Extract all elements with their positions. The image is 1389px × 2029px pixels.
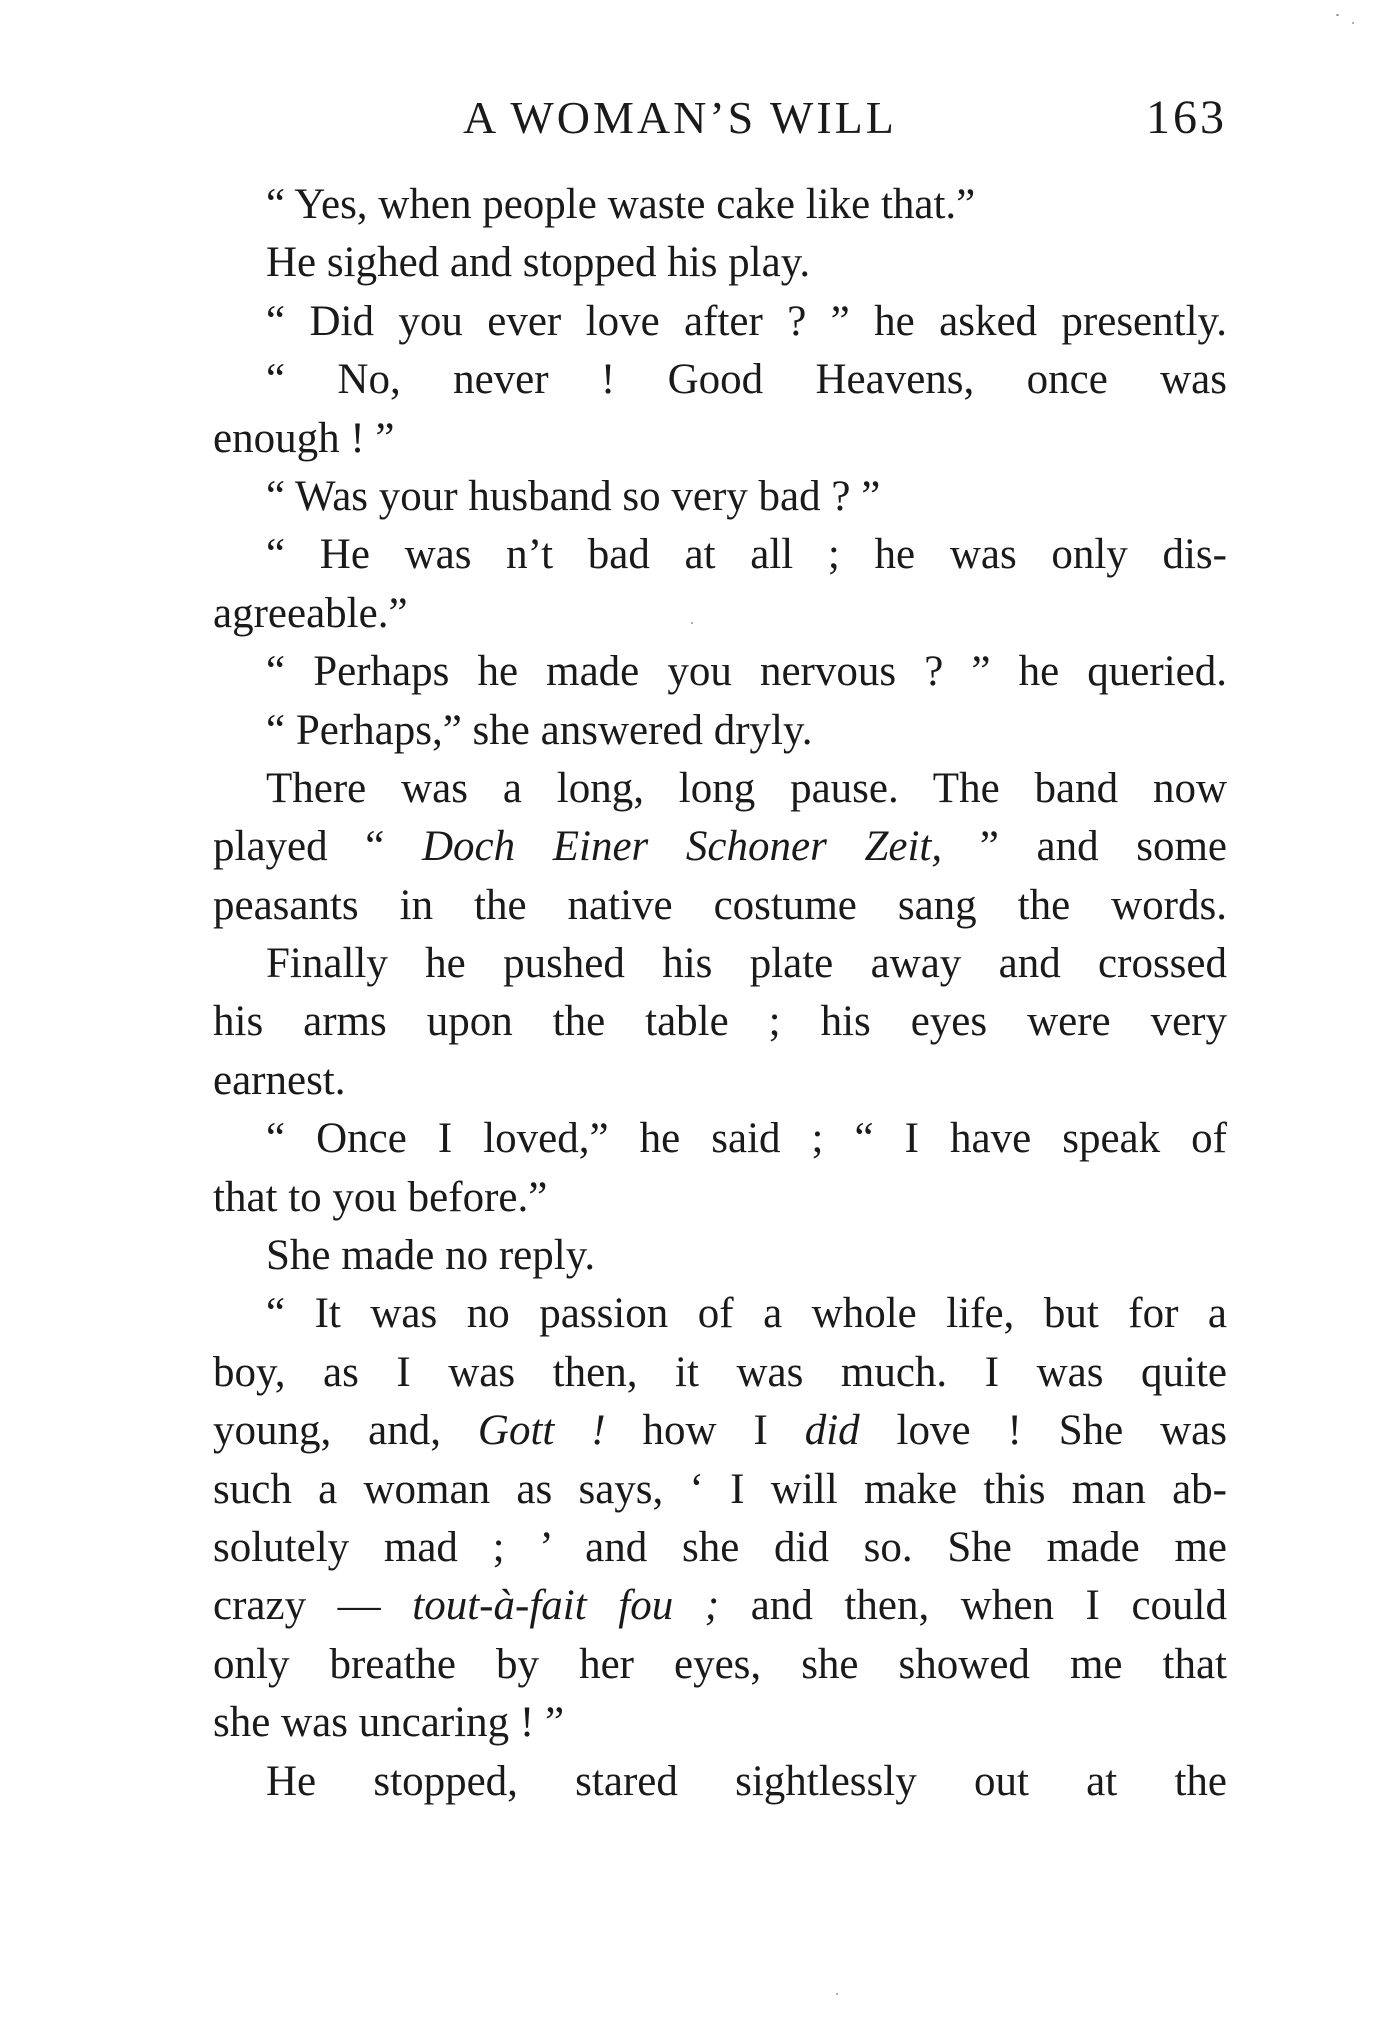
text-line <box>213 468 1227 526</box>
scan-speck <box>836 1993 838 1995</box>
text-line <box>213 234 1227 292</box>
text-segment: she was uncaring ! ” <box>213 1699 565 1747</box>
text-line <box>213 1052 1227 1110</box>
text-segment: such a woman as says, ‘ I will make this man ab- <box>213 1465 1227 1513</box>
text-segment: young, and, <box>213 1407 478 1455</box>
text-line <box>213 1753 1227 1811</box>
text-line <box>213 410 1227 468</box>
italic-text: tout-à-fait fou ; <box>412 1582 720 1630</box>
text-segment: that to you before.” <box>213 1173 548 1221</box>
text-segment: “ Perhaps he made you nervous ? ” he queried. <box>266 648 1227 696</box>
text-line <box>213 176 1227 234</box>
text-line <box>213 293 1227 351</box>
text-line <box>213 1402 1227 1460</box>
text-segment: There was a long, long pause. The band now <box>266 764 1227 812</box>
text-segment: “ Was your husband so very bad ? ” <box>266 472 881 520</box>
text-segment: solutely mad ; ’ and she did so. She made me <box>213 1523 1227 1571</box>
text-segment: only breathe by her eyes, she showed me that <box>213 1640 1227 1688</box>
text-line <box>213 585 1227 643</box>
text-segment: ” and some <box>979 823 1227 871</box>
body-text <box>213 176 1227 1811</box>
text-segment: agreeable.” <box>213 589 408 637</box>
text-line <box>213 1227 1227 1285</box>
text-segment: “ It was no passion of a whole life, but for a <box>266 1290 1227 1338</box>
text-line <box>213 1344 1227 1402</box>
page-number: 163 <box>1146 91 1227 144</box>
text-line <box>213 351 1227 409</box>
text-segment: played “ <box>213 823 422 871</box>
text-line <box>213 1110 1227 1168</box>
running-title: A WOMAN’S WILL <box>463 92 897 143</box>
text-segment: “ Once I loved,” he said ; “ I have speak of <box>266 1115 1227 1163</box>
text-segment: how I <box>642 1407 805 1455</box>
scan-speck <box>1336 14 1339 16</box>
text-segment: earnest. <box>213 1056 346 1104</box>
text-segment: peasants in the native costume sang the words. <box>213 881 1227 929</box>
text-line <box>213 935 1227 993</box>
italic-text: Gott ! <box>477 1407 606 1455</box>
italic-text: Doch Einer Schoner Zeit, <box>421 823 943 871</box>
text-line <box>213 1519 1227 1577</box>
text-line <box>213 526 1227 584</box>
text-line <box>213 643 1227 701</box>
text-segment: and then, when I could <box>750 1582 1227 1630</box>
scan-speck <box>691 622 693 624</box>
italic-text: did <box>804 1407 860 1455</box>
text-line <box>213 1285 1227 1343</box>
text-segment: “ Perhaps,” she answered dryly. <box>266 706 813 754</box>
text-line <box>213 702 1227 760</box>
text-segment: “ Yes, when people waste cake like that.” <box>266 181 976 228</box>
text-segment: “ Did you ever love after ? ” he asked presently. <box>266 297 1227 345</box>
text-line <box>213 760 1227 818</box>
text-segment: He sighed and stopped his play. <box>266 239 811 287</box>
text-line <box>213 1577 1227 1635</box>
text-line <box>213 818 1227 876</box>
text-segment: Finally he pushed his plate away and crossed <box>266 940 1227 988</box>
text-segment: “ He was n’t bad at all ; he was only dis- <box>266 531 1227 579</box>
text-line <box>213 1461 1227 1519</box>
text-segment: “ No, never ! Good Heavens, once was <box>266 356 1227 404</box>
text-line <box>213 1636 1227 1694</box>
page-header <box>213 88 1227 148</box>
text-segment: He stopped, stared sightlessly out at the <box>266 1757 1227 1805</box>
text-segment: his arms upon the table ; his eyes were very <box>213 998 1227 1046</box>
scan-speck <box>1352 22 1354 24</box>
text-segment: crazy — <box>213 1582 413 1630</box>
text-segment: enough ! ” <box>213 414 395 462</box>
text-line <box>213 1169 1227 1227</box>
text-segment: love ! She was <box>896 1407 1227 1455</box>
text-line <box>213 993 1227 1051</box>
text-segment: boy, as I was then, it was much. I was quite <box>213 1348 1227 1396</box>
text-line <box>213 877 1227 935</box>
text-line <box>213 1694 1227 1752</box>
text-segment: She made no reply. <box>266 1232 596 1280</box>
